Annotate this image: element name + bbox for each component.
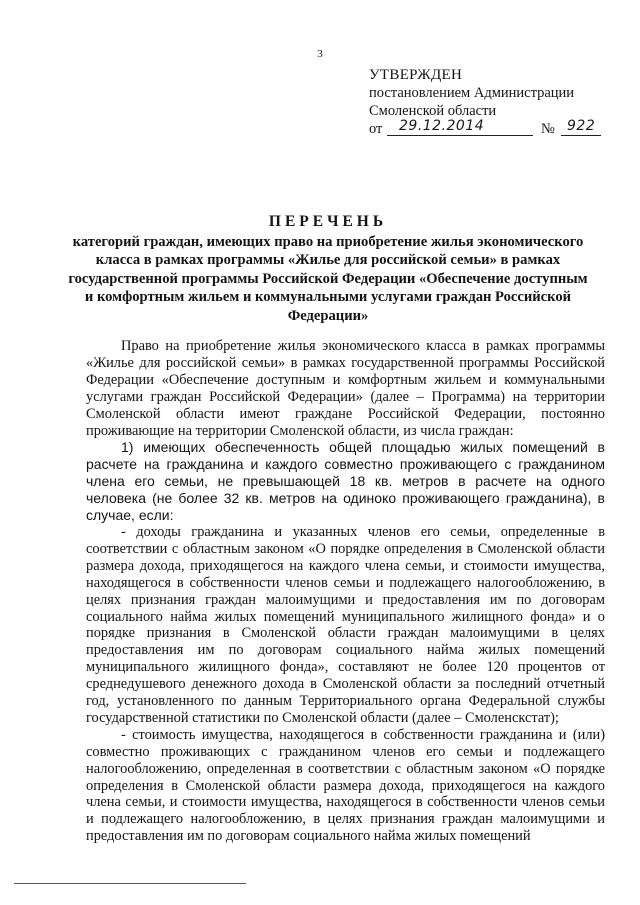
document-heading: [58, 213, 598, 325]
page-number: 3: [317, 48, 323, 60]
approval-stamp: [369, 66, 629, 140]
footer-rule: [14, 883, 246, 884]
date-prefix: от: [369, 121, 383, 137]
document-title: ПЕРЕЧЕНЬ: [268, 213, 388, 230]
number-underline: [561, 135, 601, 136]
approval-date-row: [369, 120, 629, 140]
handwritten-date: 29.12.2014: [399, 118, 485, 134]
intro-paragraph: Право на приобретение жилья экономического класса в рамках программы «Жилье для российской семьи» в рамках государственной программы Российской Федерации «Обеспечение доступным и комфортным жильем и коммунальными услугами граждан Российской Федерации» (далее – Программа) на территории Смоленской области имеют граждане Российской Федерации, постоянно проживающие на территории Смоленской области, из числа граждан:: [86, 338, 605, 439]
income-dash-paragraph: - доходы гражданина и указанных членов его семьи, определенные в соответствии с областным законом «О порядке определения в Смоленской области размера дохода, приходящегося на каждого члена семьи, и стоимости имущества, находящегося в собственности членов семьи и подлежащего налогообложению, в целях признания граждан малоимущими и предоставления им по договорам социального найма жилых помещений муниципального жилищного фонда» и о порядке признания в Смоленской области граждан малоимущими в целях предоставления им по договорам социального найма жилых помещений муниципального жилищного фонда», составляют не более 120 процентов от среднедушевого денежного дохода в Смоленской области за последний отчетный год, установленного по данным Территориального органа Федеральной службы государственной статистики по Смоленской области (далее – Смоленскстат);: [86, 523, 605, 726]
subtitle-line: класса в рамках программы «Жилье для российской семьи» в рамках: [95, 252, 561, 268]
document-body: [86, 338, 605, 845]
number-prefix: №: [541, 121, 555, 137]
subtitle-line: Федерации»: [287, 307, 369, 324]
approval-line-1: постановлением Администрации: [369, 85, 575, 101]
date-underline: [387, 135, 533, 136]
item-1-paragraph: 1) имеющих обеспеченность общей площадью жилых помещений в расчете на гражданина и каждого совместно проживающего с гражданином члена его семьи, не превышающей 18 кв. метров в расчете на одного человека (не более 32 кв. метров на одиноко проживающего гражданина), в случае, если:: [86, 439, 605, 524]
subtitle-line: категорий граждан, имеющих право на приобретение жилья экономического: [72, 233, 584, 250]
approval-title: УТВЕРЖДЕН: [369, 67, 463, 83]
subtitle-line: и комфортным жильем и коммунальными услугами граждан Российской: [84, 289, 572, 305]
approval-line-2: Смоленской области: [369, 103, 497, 119]
subtitle-line: государственной программы Российской Федерации «Обеспечение доступным: [68, 270, 588, 287]
handwritten-number: 922: [567, 118, 596, 134]
property-dash-paragraph: - стоимость имущества, находящегося в собственности гражданина и (или) совместно проживающих с гражданином членов его семьи и подлежащего налогообложению, определенная в соответствии с областным законом «О порядке определения в Смоленской области размера дохода, приходящегося на каждого члена семьи, и стоимости имущества, находящегося в собственности членов семьи и подлежащего налогообложению, в целях признания граждан малоимущими и предоставления им по договорам социального найма жилых помещений: [86, 726, 605, 845]
